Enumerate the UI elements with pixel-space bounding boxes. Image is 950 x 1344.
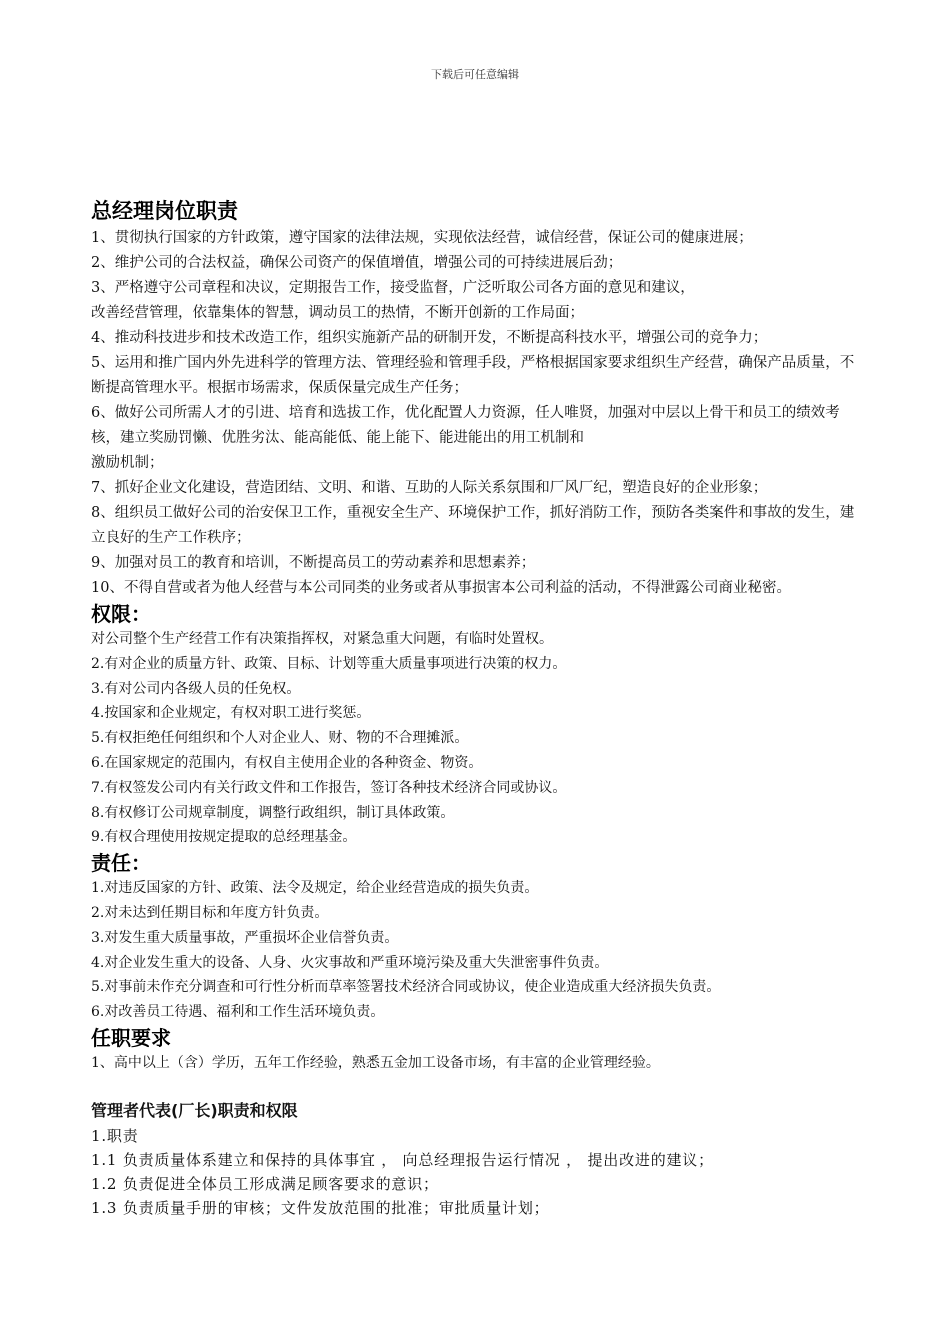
paragraph: 1.对违反国家的方针、政策、法令及规定，给企业经营造成的损失负责。: [91, 880, 539, 897]
paragraph: 1.职责: [91, 1126, 139, 1145]
paragraph: 5.对事前未作充分调查和可行性分析而草率签署技术经济合同或协议，使企业造成重大经济损失负责。: [91, 979, 721, 996]
paragraph: 4、推动科技进步和技术改造工作，组织实施新产品的研制开发，不断提高科技水平，增强公司的竞争力；: [91, 330, 768, 346]
section-title-authority: 权限：: [91, 602, 151, 626]
paragraph: 4.按国家和企业规定，有权对职工进行奖惩。: [91, 705, 371, 722]
paragraph: 3.有对公司内各级人员的任免权。: [91, 680, 301, 697]
paragraph: 7、抓好企业文化建设，营造团结、文明、和谐、互助的人际关系氛围和厂风厂纪，塑造良好的企业形象；: [91, 480, 768, 496]
section-title-management-rep: 管理者代表(厂长)职责和权限: [91, 1100, 298, 1120]
paragraph: 8.有权修订公司规章制度，调整行政组织，制订具体政策。: [91, 804, 455, 821]
paragraph: 改善经营管理，依靠集体的智慧，调动员工的热情，不断开创新的工作局面；: [91, 305, 584, 321]
paragraph: 1.3 负责质量手册的审核；文件发放范围的批准；审批质量计划；: [91, 1198, 550, 1217]
paragraph: 3、严格遵守公司章程和决议，定期报告工作，接受监督，广泛听取公司各方面的意见和建议，: [91, 280, 695, 296]
header-note: 下载后可任意编辑: [431, 68, 519, 81]
paragraph: 5.有权拒绝任何组织和个人对企业人、财、物的不合理摊派。: [91, 730, 469, 747]
document-body: [91, 196, 863, 1220]
paragraph: 1、高中以上（含）学历，五年工作经验，熟悉五金加工设备市场，有丰富的企业管理经验。: [91, 1054, 660, 1071]
paragraph: 6.在国家规定的范围内，有权自主使用企业的各种资金、物资。: [91, 754, 483, 771]
paragraph: 9.有权合理使用按规定提取的总经理基金。: [91, 829, 357, 846]
paragraph: 2.对未达到任期目标和年度方针负责。: [91, 904, 329, 921]
section-title-requirements: 任职要求: [91, 1025, 171, 1050]
paragraph: 激励机制；: [91, 455, 164, 471]
paragraph: 3.对发生重大质量事故，严重损坏企业信誉负责。: [91, 929, 399, 946]
paragraph: 对公司整个生产经营工作有决策指挥权，对紧急重大问题，有临时处置权。: [91, 631, 553, 647]
paragraph: 10、不得自营或者为他人经营与本公司同类的业务或者从事损害本公司利益的活动，不得泄露公司商业秘密。: [91, 580, 791, 596]
paragraph: 2、维护公司的合法权益，确保公司资产的保值增值，增强公司的可持续进展后劲；: [91, 255, 623, 271]
paragraph: 5、运用和推广国内外先进科学的管理方法、管理经验和管理手段，严格根据国家要求组织生产经营，确保产品质量，不断提高管理水平。根据市场需求，保质保量完成生产任务；: [91, 355, 855, 396]
paragraph: 1.2 负责促进全体员工形成满足顾客要求的意识；: [91, 1174, 439, 1193]
paragraph: 8、组织员工做好公司的治安保卫工作，重视安全生产、环境保护工作，抓好消防工作，预防各类案件和事故的发生，建立良好的生产工作秩序；: [91, 505, 855, 546]
paragraph: 1、贯彻执行国家的方针政策，遵守国家的法律法规，实现依法经营，诚信经营，保证公司的健康进展；: [91, 230, 753, 246]
paragraph: 6.对改善员工待遇、福利和工作生活环境负责。: [91, 1004, 385, 1021]
paragraph: 1.1 负责质量体系建立和保持的具体事宜 ， 向总经理报告运行情况 ， 提出改进的建议；: [91, 1150, 714, 1169]
paragraph: 6、做好公司所需人才的引进、培育和选拔工作，优化配置人力资源，任人唯贤，加强对中层以上骨干和员工的绩效考核，建立奖励罚懒、优胜劣汰、能高能低、能上能下、能进能出的用工机制和: [91, 405, 840, 446]
paragraph: 2.有对企业的质量方针、政策、目标、计划等重大质量事项进行决策的权力。: [91, 655, 567, 672]
paragraph: 7.有权签发公司内有关行政文件和工作报告，签订各种技术经济合同或协议。: [91, 779, 567, 796]
section-title-gm-duties: 总经理岗位职责: [91, 199, 238, 223]
paragraph: 4.对企业发生重大的设备、人身、火灾事故和严重环境污染及重大失泄密事件负责。: [91, 954, 609, 971]
paragraph: 9、加强对员工的教育和培训，不断提高员工的劳动素养和思想素养；: [91, 555, 536, 571]
section-title-responsibility: 责任：: [91, 851, 151, 876]
